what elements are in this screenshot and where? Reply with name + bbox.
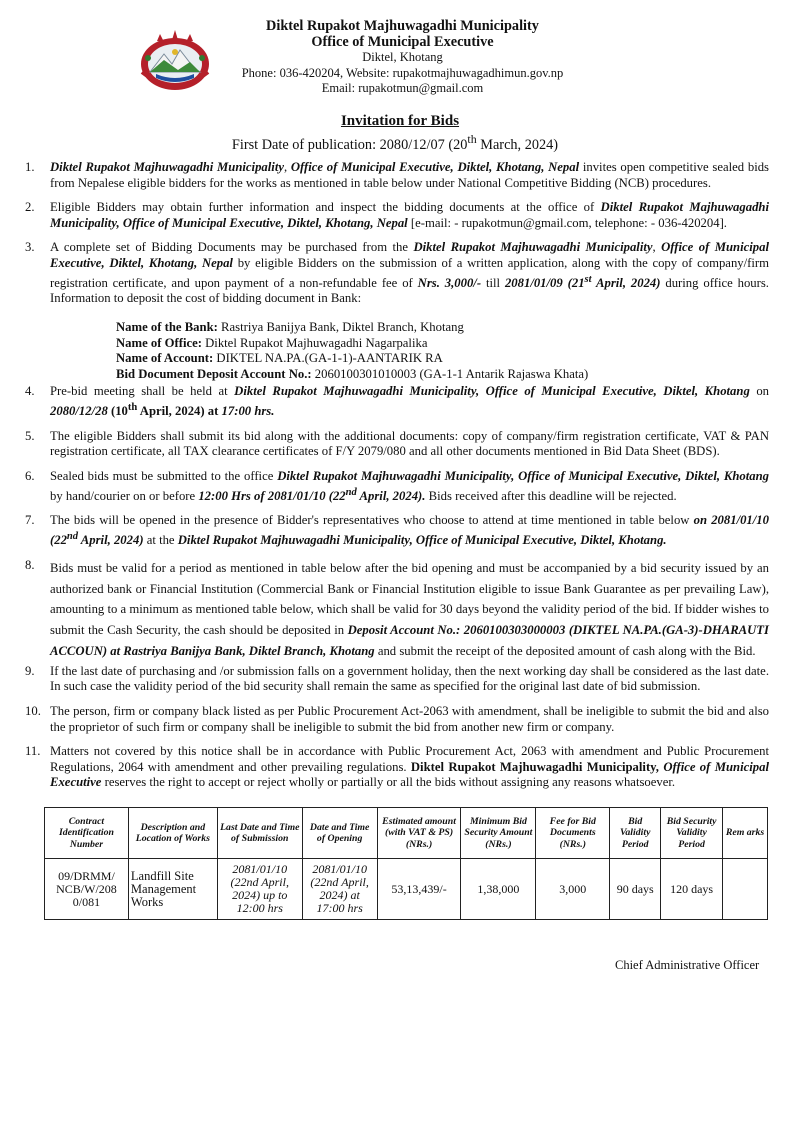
item-text: Pre-bid meeting shall be held at Diktel Rupakot Majhuwagadhi Municipality, Office of Municipal Executive, Diktel, Khotang on 2080/12/28 (10th April, 2024) at 17:00 hrs.: [50, 384, 769, 419]
estimated-amount-cell: 53,13,439/-: [377, 859, 461, 920]
office-location: Diktel, Khotang: [362, 50, 443, 65]
column-header: Rem arks: [723, 808, 768, 859]
office-name: Office of Municipal Executive: [311, 33, 494, 50]
works-description-cell: Landfill Site Management Works: [128, 859, 217, 920]
item-text: The bids will be opened in the presence of Bidder's representatives who choose to attend at time mentioned in table below on 2081/01/10 (22nd April, 2024) at the Diktel Rupakot Majhuwagadhi Municipality, Office of Municipal Executive, Diktel, Khotang.: [50, 513, 769, 548]
item-text: Matters not covered by this notice shall be in accordance with Public Procurement Act, 2063 with amendment and Public Procurement Regulations, 2064 with amendment and other prevailing regulations. Diktel Rupakot Majhuwagadhi Municipality, Office of Municipal Executive reserves the right to accept or reject wholly or partially or all the bids without assigning any reasons whatsoever.: [50, 744, 769, 790]
bank-details: Name of the Bank: Rastriya Banijya Bank, Diktel Branch, Khotang Name of Office: Diktel Rupakot Majhuwagadhi Nagarpalika Name of Account: DIKTEL NA.PA.(GA-1-1)-AANTARIK RA Bid Document Deposit Account No.: 2060100301010003 (GA-1-1 Antarik Rajaswa Khata): [116, 319, 589, 381]
column-header: Description and Location of Works: [128, 808, 217, 859]
item-text: Diktel Rupakot Majhuwagadhi Municipality, Office of Municipal Executive, Diktel, Khotang, Nepal invites open competitive sealed bids from Nepalese eligible bidders for the works as mentioned in table below under National Competitive Bidding (NCB) procedures.: [50, 160, 769, 190]
signatory-title: Chief Administrative Officer: [615, 958, 760, 972]
remarks-cell: [723, 859, 768, 920]
opening-date-cell: 2081/01/10 (22nd April, 2024) at 17:00 hrs: [302, 859, 377, 920]
column-header: Minimum Bid Security Amount (NRs.): [461, 808, 536, 859]
column-header: Last Date and Time of Submission: [217, 808, 302, 859]
item-number: 4.: [25, 384, 35, 399]
item-number: 6.: [25, 468, 35, 483]
item-number: 10.: [25, 703, 41, 718]
notice-items: [25, 160, 769, 800]
item-text: Bids must be valid for a period as mentioned in table below after the bid opening and must be accompanied by a bid security issued by an authorized bank or Financial Institution (Commercial Bank or Financial Institution eligible to issue Bank Guarantee as per prevailing Law), amounting to a minimum as mentioned table below, which shall be valid for 30 days beyond the validity period of the bid. If bidder wishes to submit the Cash Security, the cash should be deposited in Deposit Account No.: 2060100303000003 (DIKTEL NA.PA.(GA-3)-DHARAUTI ACCOUN) at Rastriya Banijya Bank, Diktel Branch, Khotang and submit the receipt of the deposited amount of cash along with the Bid.: [50, 560, 769, 658]
bid-validity-cell: 90 days: [610, 859, 661, 920]
item-text: Eligible Bidders may obtain further information and inspect the bidding documents at the office of Diktel Rupakot Majhuwagadhi Municipality, Office of Municipal Executive, Diktel, Khotang, Nepal [e-mail: - rupakotmun@gmail.com, telephone: - 036-420204].: [50, 200, 770, 230]
publication-date: First Date of publication: 2080/12/07 (20th March, 2024): [231, 132, 559, 153]
item-text: If the last date of purchasing and /or submission falls on a government holiday, then the next working day shall be considered as the last date. In such case the validity period of the bid security shall remain the same as specified for the original last date of bid submission.: [50, 663, 769, 694]
notice-title: Invitation for Bids: [340, 113, 460, 129]
bid-security-cell: 1,38,000: [461, 859, 536, 920]
list-item: [25, 664, 769, 695]
table-row: [45, 859, 768, 920]
bid-table: [44, 807, 768, 920]
list-item: [25, 240, 769, 382]
item-number: 7.: [25, 513, 35, 528]
letterhead: [210, 19, 595, 97]
list-item: [25, 384, 769, 419]
list-item: [25, 513, 769, 548]
list-item: [25, 558, 769, 662]
email-line: Email: rupakotmun@gmail.com: [321, 81, 484, 96]
list-item: [25, 704, 769, 735]
item-number: 8.: [25, 557, 35, 572]
item-number: 3.: [25, 240, 35, 255]
column-header: Date and Time of Opening: [302, 808, 377, 859]
submission-date-cell: 2081/01/10 (22nd April, 2024) up to 12:00 hrs: [217, 859, 302, 920]
list-item: [25, 160, 769, 191]
contact-line: Phone: 036-420204, Website: rupakotmajhuwagadhimun.gov.np: [241, 65, 564, 80]
item-number: 2.: [25, 200, 35, 215]
item-number: 1.: [25, 160, 35, 174]
item-number: 11.: [25, 744, 41, 759]
item-text: A complete set of Bidding Documents may be purchased from the Diktel Rupakot Majhuwagadhi Municipality, Office of Municipal Executive, Diktel, Khotang, Nepal by eligible Bidders on the submission of a written application, along with the copy of company/firm registration certificate, and upon payment of a non-refundable fee of Nrs. 3,000/- till 2081/01/09 (21st April, 2024) during office hours. Information to deposit the cost of bidding document in Bank: Name of the Bank: Rastriya Banijya Bank, Diktel Branch, Khotang Name of Office: Diktel Rupakot Majhuwagadhi Nagarpalika Name of Account: DIKTEL NA.PA.(GA-1-1)-AANTARIK RA Bid Document Deposit Account No.: 2060100301010003 (GA-1-1 Antarik Rajaswa Khata): [50, 240, 770, 381]
document-fee-cell: 3,000: [536, 859, 610, 920]
column-header: Fee for Bid Documents (NRs.): [536, 808, 610, 859]
organization-name: Diktel Rupakot Majhuwagadhi Municipality: [266, 18, 539, 34]
item-number: 5.: [25, 428, 35, 443]
item-number: 9.: [25, 663, 35, 678]
list-item: [25, 200, 769, 231]
column-header: Estimated amount (with VAT & PS) (NRs.): [377, 808, 461, 859]
column-header: Bid Validity Period: [610, 808, 661, 859]
security-validity-cell: 120 days: [661, 859, 723, 920]
column-header: Bid Security Validity Period: [661, 808, 723, 859]
contract-id-cell: 09/DRMM/ NCB/W/208 0/081: [45, 859, 129, 920]
item-text: Sealed bids must be submitted to the office Diktel Rupakot Majhuwagadhi Municipality, Office of Municipal Executive, Diktel, Khotang by hand/courier on or before 12:00 Hrs of 2081/01/10 (22nd April, 2024). Bids received after this deadline will be rejected.: [50, 468, 769, 503]
table-header-row: [45, 808, 768, 859]
column-header: Contract Identification Number: [45, 808, 129, 859]
item-text: The eligible Bidders shall submit its bid along with the additional documents: copy of company/firm registration certificate, VAT & PAN registration certificate, all TAX clearance certificates of F/Y 2079/080 and all other documents mentioned in Bid Data Sheet (BDS).: [50, 428, 769, 459]
list-item: [25, 744, 769, 791]
list-item: [25, 469, 769, 504]
list-item: [25, 429, 769, 460]
government-emblem-icon: [134, 26, 216, 94]
item-text: The person, firm or company black listed as per Public Procurement Act-2063 with amendment, shall be ineligible to submit the bid and also the proprietor of such firm or company shall be ineligible to submit the bid from another new firm or company.: [50, 703, 769, 734]
